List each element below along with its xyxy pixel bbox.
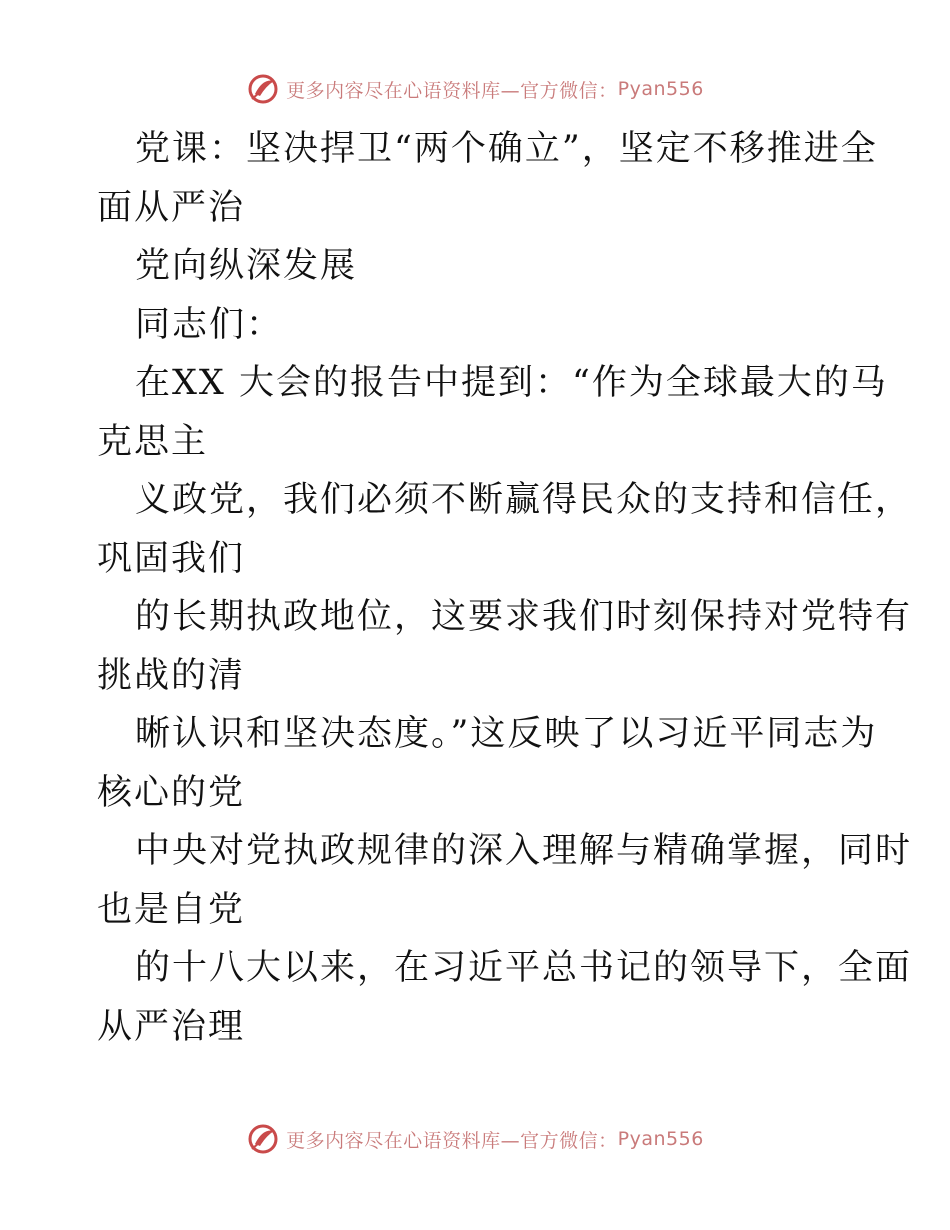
doc-line: 党课：坚决捍卫“两个确立”，坚定不移推进全 xyxy=(135,129,878,169)
doc-line: 巩固我们 xyxy=(97,538,246,579)
doc-line: 克思主 xyxy=(97,421,209,462)
banner-text: 更多内容尽在心语资料库—官方微信： xyxy=(286,79,618,102)
doc-line: 的长期执政地位，这要求我们时刻保持对党特有 xyxy=(135,597,913,637)
footer-banner xyxy=(0,1122,950,1156)
banner-wechat-id: Pyan556 xyxy=(617,78,704,100)
doc-line: 党向纵深发展 xyxy=(135,246,358,286)
header-banner xyxy=(0,72,950,106)
doc-line: 中央对党执政规律的深入理解与精确掌握，同时 xyxy=(135,831,913,871)
doc-line: 核心的党 xyxy=(97,772,246,813)
doc-line: 在XX 大会的报告中提到：“作为全球最大的马 xyxy=(135,363,888,403)
banner-wechat-id: Pyan556 xyxy=(617,1128,704,1150)
doc-line: 晰认识和坚决态度。”这反映了以习近平同志为 xyxy=(135,714,878,754)
banner-text: 更多内容尽在心语资料库—官方微信： xyxy=(286,1129,618,1152)
doc-line: 也是自党 xyxy=(97,889,246,930)
document-body xyxy=(97,120,913,1056)
quill-swirl-icon xyxy=(246,1122,280,1156)
doc-line: 从严治理 xyxy=(97,1006,246,1047)
quill-swirl-icon xyxy=(246,72,280,106)
doc-line: 的十八大以来，在习近平总书记的领导下，全面 xyxy=(135,948,913,988)
doc-line: 同志们： xyxy=(135,304,284,345)
doc-line: 面从严治 xyxy=(97,187,246,228)
doc-line: 挑战的清 xyxy=(97,655,246,696)
doc-line: 义政党，我们必须不断赢得民众的支持和信任， xyxy=(135,480,913,520)
